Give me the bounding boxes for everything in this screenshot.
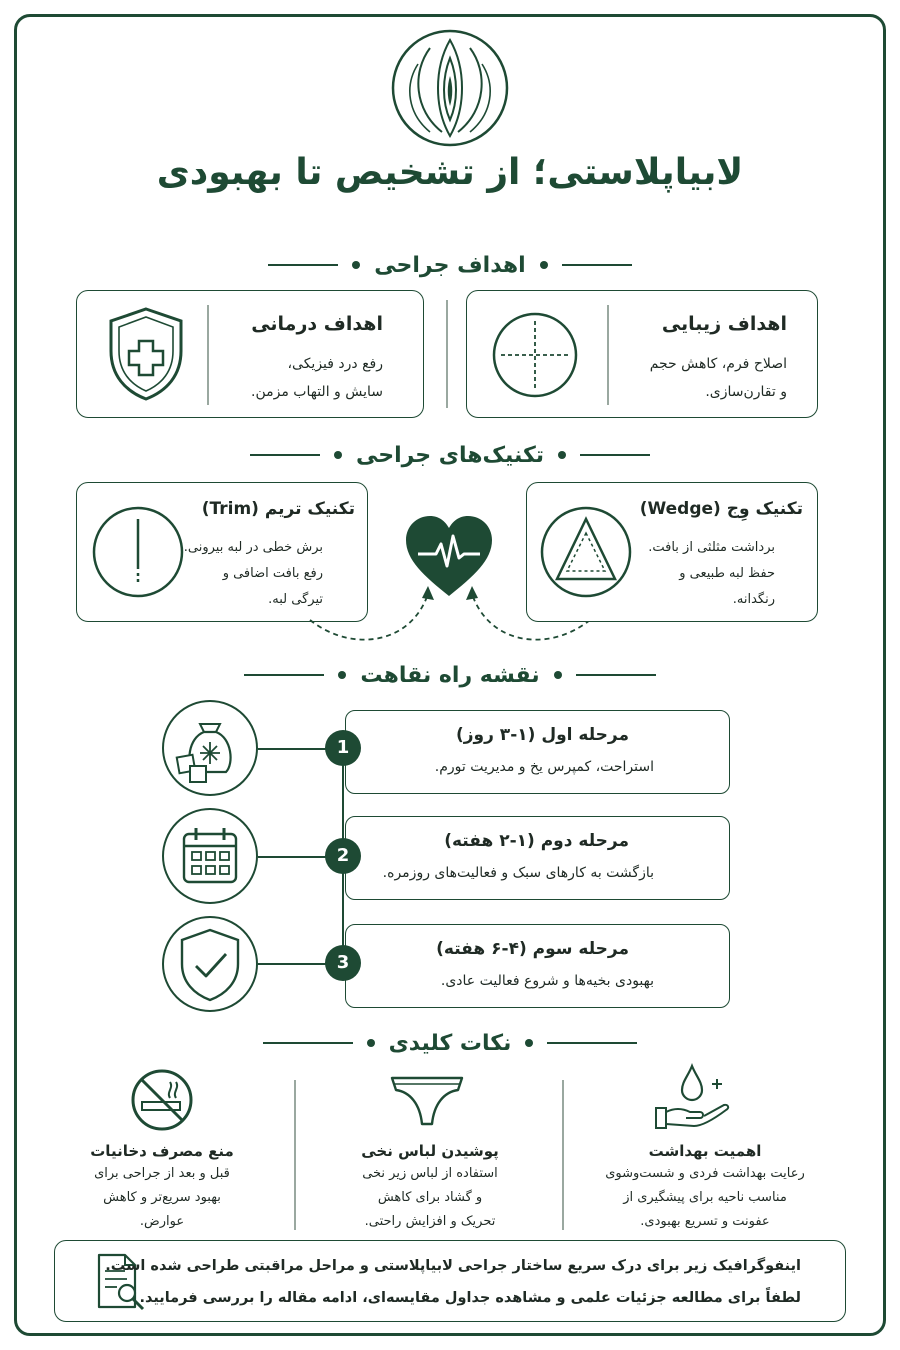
tip-text-line: استفاده از لباس زیر نخی — [362, 1166, 498, 1181]
card-text-line: اصلاح فرم، کاهش حجم — [649, 356, 787, 372]
vertical-cut-icon — [91, 505, 185, 599]
underwear-icon — [388, 1074, 466, 1130]
step-connector — [258, 748, 328, 750]
card-text-line: و تقارن‌سازی. — [705, 384, 787, 400]
section-title: نقشه راه نقاهت — [360, 662, 540, 688]
step-card — [345, 710, 730, 794]
step-icon-circle — [162, 808, 258, 904]
no-smoking-icon — [130, 1068, 194, 1132]
section-header-tips — [0, 1028, 900, 1058]
card-title: اهداف درمانی — [251, 313, 383, 335]
ice-pack-icon — [164, 702, 256, 794]
card-text-line: برداشت مثلثی از بافت. — [648, 540, 775, 555]
tip-title: منع مصرف دخانیات — [90, 1142, 234, 1160]
lotus-logo-icon — [390, 28, 510, 148]
therapeutic-goals-card — [76, 290, 424, 418]
step-number-badge: 3 — [325, 945, 361, 981]
step-number-badge: 1 — [325, 730, 361, 766]
tip-text-line: عوارض. — [139, 1214, 185, 1229]
step-text: بازگشت به کارهای سبک و فعالیت‌های روزمره. — [382, 865, 654, 881]
triangle-wedge-icon — [539, 505, 633, 599]
shield-check-icon — [164, 918, 256, 1010]
info-note-box — [54, 1240, 846, 1322]
step-title: مرحله اول (۱-۳ روز) — [455, 725, 629, 745]
section-title: تکنیک‌های جراحی — [355, 442, 545, 468]
logo — [390, 28, 510, 148]
tip-text-line: مناسب ناحیه برای پیشگیری از — [623, 1190, 787, 1205]
step-icon-circle — [162, 700, 258, 796]
step-icon-circle — [162, 916, 258, 1012]
card-text-line: رفع بافت اضافی و — [222, 566, 323, 581]
section-title: اهداف جراحی — [374, 252, 526, 278]
step-connector — [258, 963, 328, 965]
section-header-roadmap — [0, 660, 900, 690]
card-title: اهداف زیبایی — [661, 313, 787, 335]
page-title: لابیاپلاستی؛ از تشخیص تا بهبودی — [156, 152, 744, 193]
tip-text-line: بهبود سریع‌تر و کاهش — [103, 1190, 221, 1205]
tip-text-line: و گشاد برای کاهش — [377, 1190, 483, 1205]
step-title: مرحله سوم (۴-۶ هفته) — [436, 939, 629, 959]
card-text-line: رفع درد فیزیکی، — [287, 356, 383, 372]
note-text-line: لطفاً برای مطالعه جزئیات علمی و مشاهده جداول مقایسه‌ای، ادامه مقاله را بررسی فرمایید. — [139, 1290, 801, 1306]
card-text-line: رنگدانه. — [732, 592, 775, 607]
card-text-line: سایش و التهاب مزمن. — [251, 384, 383, 400]
card-text-line: برش خطی در لبه بیرونی. — [183, 540, 323, 555]
card-title: تکنیک وِج (Wedge) — [639, 499, 803, 519]
step-text: بهبودی بخیه‌ها و شروع فعالیت عادی. — [440, 973, 654, 989]
crosshair-icon — [491, 311, 579, 399]
tip-title: اهمیت بهداشت — [648, 1142, 762, 1160]
section-header-goals — [0, 250, 900, 280]
card-text-line: حفظ لبه طبیعی و — [679, 566, 775, 581]
hand-drop-icon — [652, 1062, 732, 1134]
tip-text-line: قبل و بعد از جراحی برای — [94, 1166, 230, 1181]
tip-title: پوشیدن لباس نخی — [361, 1142, 499, 1160]
section-header-techniques — [0, 440, 900, 470]
calendar-icon — [164, 810, 256, 902]
step-text: استراحت، کمپرس یخ و مدیریت تورم. — [434, 759, 654, 775]
step-connector — [258, 856, 328, 858]
shield-cross-icon — [105, 305, 187, 403]
section-title: نکات کلیدی — [388, 1030, 512, 1056]
wedge-technique-card — [526, 482, 818, 622]
note-text-line: اینفوگرافیک زیر برای درک سریع ساختار جراحی لابیاپلاستی و مراحل مراقبتی طراحی شده است. — [105, 1258, 801, 1274]
step-card — [345, 924, 730, 1008]
step-title: مرحله دوم (۱-۲ هفته) — [444, 831, 629, 851]
tip-text-line: رعایت بهداشت فردی و شست‌وشوی — [605, 1166, 805, 1181]
tip-text-line: تحریک و افزایش راحتی. — [364, 1214, 496, 1229]
card-title: تکنیک تریم (Trim) — [201, 499, 355, 519]
step-card — [345, 816, 730, 900]
step-number-badge: 2 — [325, 838, 361, 874]
card-text-line: تیرگی لبه. — [268, 592, 323, 607]
tip-text-line: عفونت و تسریع بهبودی. — [640, 1214, 770, 1229]
aesthetic-goals-card — [466, 290, 818, 418]
